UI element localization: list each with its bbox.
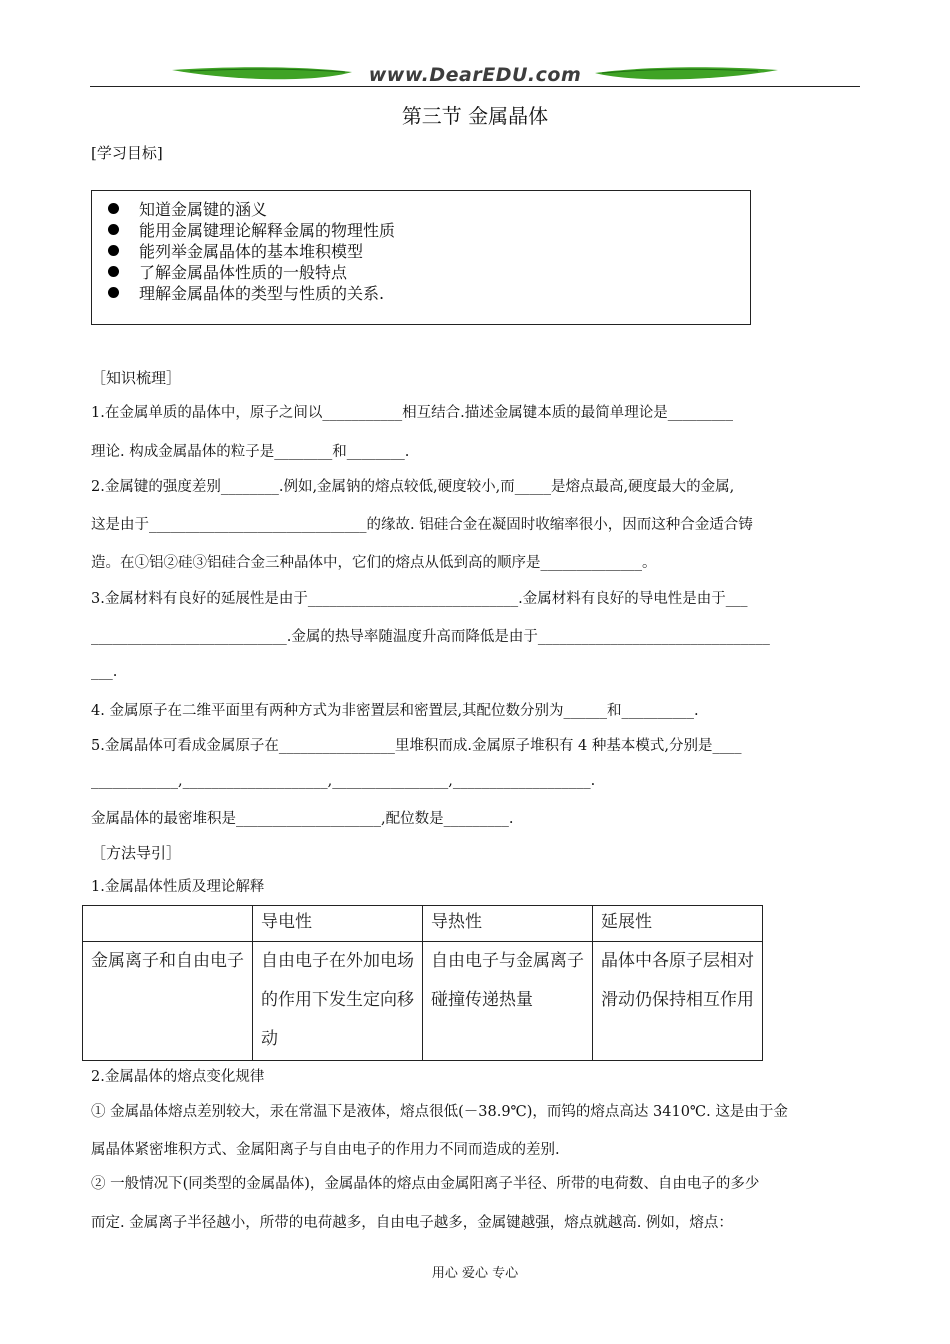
method-paragraph: 属晶体紧密堆积方式、金属阳离子与自由电子的作用力不同而造成的差别. [91, 1142, 560, 1158]
objective-item: 理解金属晶体的类型与性质的关系. [108, 283, 395, 304]
properties-table [82, 905, 763, 1061]
knowledge-line: 金属晶体的最密堆积是____________________,配位数是_________. [91, 811, 514, 827]
bullet-icon [108, 287, 119, 298]
bullet-icon [108, 245, 119, 256]
table-header-cell [83, 906, 253, 942]
header-rule [90, 86, 860, 87]
method-label: ［方法导引］ [91, 844, 182, 862]
objective-item: 知道金属键的涵义 [108, 199, 395, 220]
method-paragraph: 而定. 金属离子半径越小，所带的电荷越多，自由电子越多，金属键越强，熔点就越高. 例如，熔点： [91, 1215, 733, 1231]
knowledge-line: 4. 金属原子在二维平面里有两种方式为非密置层和密置层,其配位数分别为______和__________. [91, 703, 699, 719]
knowledge-line: 造。在①铝②硅③铝硅合金三种晶体中，它们的熔点从低到高的顺序是______________。 [91, 555, 657, 571]
page-title: 第三节 金属晶体 [401, 104, 549, 128]
bullet-icon [108, 224, 119, 235]
table-cell: 金属离子和自由电子 [83, 942, 253, 1061]
knowledge-line: 2.金属键的强度差别________.例如,金属钠的熔点较低,硬度较小,而_____是熔点最高,硬度最大的金属, [91, 479, 735, 495]
objective-item: 能用金属键理论解释金属的物理性质 [108, 220, 395, 241]
table-header-row [83, 906, 763, 942]
objectives-list [108, 199, 395, 304]
knowledge-line: 理论. 构成金属晶体的粒子是________和________. [91, 444, 410, 460]
knowledge-line: 5.金属晶体可看成金属原子在________________里堆积而成.金属原子堆积有 4 种基本模式,分别是____ [91, 738, 742, 754]
bullet-icon [108, 203, 119, 214]
method-paragraph: ② 一般情况下(同类型的金属晶体)，金属晶体的熔点由金属阳离子半径、所带的电荷数、自由电子的多少 [91, 1176, 760, 1192]
objectives-label: [学习目标] [91, 144, 163, 162]
knowledge-line: 3.金属材料有良好的延展性是由于_____________________________.金属材料有良好的导电性是由于___ [91, 591, 748, 607]
knowledge-line: 这是由于______________________________的缘故. 铝硅合金在凝固时收缩率很小，因而这种合金适合铸 [91, 517, 753, 533]
knowledge-line: ____________,____________________,________________,___________________. [91, 773, 596, 789]
table-cell: 自由电子在外加电场的作用下发生定向移动 [253, 942, 423, 1061]
table-row [83, 942, 763, 1061]
table-header-cell: 导电性 [253, 906, 423, 942]
table-header-cell: 延展性 [593, 906, 763, 942]
objective-item: 了解金属晶体性质的一般特点 [108, 262, 395, 283]
method-paragraph: ① 金属晶体熔点差别较大，汞在常温下是液体，熔点很低(－38.9℃)，而钨的熔点高达 3410℃. 这是由于金 [91, 1104, 788, 1120]
knowledge-label: ［知识梳理］ [91, 369, 182, 387]
site-logo-text: www.DearEDU.com [368, 64, 582, 86]
knowledge-line: ___________________________.金属的热导率随温度升高而降低是由于________________________________ [91, 629, 770, 645]
knowledge-line: ___. [91, 664, 118, 680]
bullet-icon [108, 266, 119, 277]
objective-item: 能列举金属晶体的基本堆积模型 [108, 241, 395, 262]
table-cell: 晶体中各原子层相对滑动仍保持相互作用 [593, 942, 763, 1061]
table-cell: 自由电子与金属离子碰撞传递热量 [423, 942, 593, 1061]
knowledge-line: 1.在金属单质的晶体中，原子之间以___________相互结合.描述金属键本质的最简单理论是_________ [91, 405, 733, 421]
page-footer: 用心 爱心 专心 [431, 1266, 519, 1281]
method-item-2: 2.金属晶体的熔点变化规律 [91, 1069, 265, 1085]
objectives-box [91, 190, 751, 325]
table-header-cell: 导热性 [423, 906, 593, 942]
method-item-1: 1.金属晶体性质及理论解释 [91, 879, 265, 895]
